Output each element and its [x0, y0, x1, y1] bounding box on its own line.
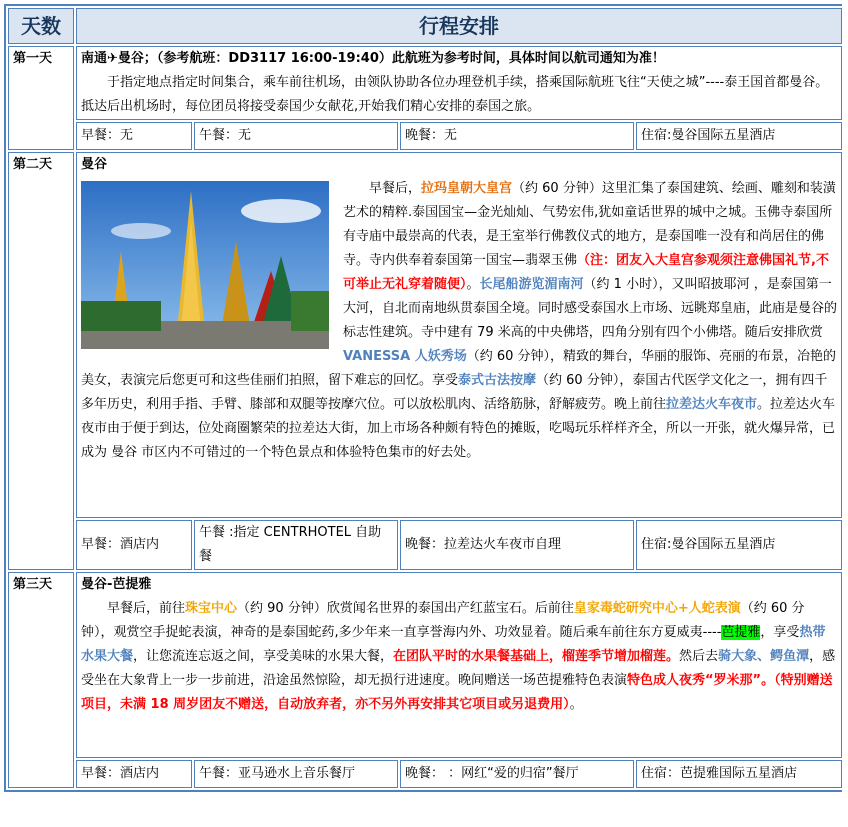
lunch-cell: 午餐 :指定 CENTRHOTEL 自助餐: [194, 520, 398, 570]
text-run: （约 60 分钟），观赏空手捉蛇表演，神奇的是泰国蛇药,多少年来一直享誉海内外、功效显着。随后乘车前往东方夏威夷----: [81, 601, 805, 640]
day-content: [76, 46, 842, 120]
day-row: [8, 46, 842, 120]
dress-code-note: （注：团友入大皇宫参观须注意佛国礼节,不可举止无礼穿着随便）: [343, 253, 829, 292]
day-row: [8, 152, 842, 518]
day-label: 第二天: [8, 152, 74, 570]
text-run: ，让您流连忘返之间，享受美味的水果大餐，: [133, 649, 394, 664]
grand-palace-photo: [81, 181, 329, 349]
attraction-elephant-crocodile: 骑大象、鳄鱼潭: [718, 649, 810, 664]
header-row: [8, 8, 842, 44]
attraction-train-night-market: 拉差达火车夜市: [666, 397, 758, 412]
day-label: 第一天: [8, 46, 74, 150]
hotel-cell: 住宿:曼谷国际五星酒店: [636, 122, 842, 150]
breakfast-cell: 早餐：酒店内: [76, 520, 192, 570]
lunch-cell: 午餐：无: [194, 122, 398, 150]
lunch-cell: 午餐：亚马逊水上音乐餐厅: [194, 760, 398, 788]
highlight-pattaya: 芭提雅: [721, 625, 761, 640]
attraction-thai-massage: 泰式古法按摩: [458, 373, 537, 388]
day-content: [76, 152, 842, 518]
text-run: （约 1 小时），又叫昭披耶河 ，是泰国第一大河，自北而南地纵贯泰国全境。同时感受泰国水上市场、远眺郑皇庙，此庙是曼谷的标志性建筑。寺中建有 79 米高的中央佛塔，四角分别有四个小佛塔。随后安排欣赏: [343, 277, 838, 340]
text-run: （约 60 分钟）这里汇集了泰国建筑、绘画、雕刻和装潢艺术的精粹.泰国国宝—金光灿灿、气势宏伟,犹如童话世界的城中之城。玉佛寺泰国所有寺庙中最崇高的代表，是王室举行佛教仪式的地方，是泰国唯一没有和尚居住的佛寺。寺内供奉着泰国第一国宝—翡翠玉佛: [343, 181, 836, 268]
breakfast-cell: 早餐：酒店内: [76, 760, 192, 788]
text-run: 然后去: [679, 649, 719, 664]
text-run: ，享受: [760, 625, 800, 640]
itinerary-table: [4, 4, 842, 792]
attraction-jewelry-center: 珠宝中心: [185, 601, 238, 616]
breakfast-cell: 早餐：无: [76, 122, 192, 150]
day-description: 于指定地点指定时间集合，乘车前往机场，由领队协助各位办理登机手续，搭乘国际航班飞往“天使之城”----泰王国首都曼谷。抵达后出机场时，每位团员将接受泰国少女献花,开始我们精心安排的泰国之旅。: [81, 75, 829, 114]
text-run: （约 60 分钟），泰国古代医学文化之一，拥有四千多年历史，利用手指、手臂、膝部和双腿等按摩穴位。可以放松肌肉、活络筋脉，舒解疲劳。晚上前往: [81, 373, 828, 412]
attraction-vanessa-show: VANESSA 人妖秀场: [343, 349, 467, 364]
text-run: 。: [466, 277, 480, 292]
attraction-fruit-feast: 热带水果大餐: [81, 625, 826, 664]
attraction-chao-phraya: 长尾船游览湄南河: [479, 277, 584, 292]
route-line: [81, 47, 837, 71]
route-line: 曼谷-芭提雅: [81, 577, 152, 592]
meal-row: [8, 122, 842, 150]
itinerary-page: [4, 4, 842, 827]
text-run: 。拉差达火车夜市由于便于到达，位处商圈繁荣的拉差达大街，加上市场各种颇有特色的摊販，吃喝玩乐样样齐全，所以一开张，就火爆异常，已成为 曼谷 市区内不可错过的一个特色景点和体验特色集市的好去处。: [81, 397, 836, 460]
dinner-cell: 晚餐： ：网红“爱的归宿”餐厅: [400, 760, 634, 788]
hotel-cell: 住宿：芭提雅国际五星酒店: [636, 760, 842, 788]
text-run: 早餐后，: [369, 181, 422, 196]
text-run: ，感受坐在大象背上一步一步前进，沿途虽然惊险，却无损行进速度。晚间赠送一场芭提雅特色表演: [81, 649, 836, 688]
plan-column-header: 行程安排: [76, 8, 842, 44]
text-run: 早餐后，前往: [107, 601, 186, 616]
dinner-cell: 晚餐：无: [400, 122, 634, 150]
text-run: （约 60 分钟），精致的舞台，华丽的服饰、亮丽的布景，冶艳的美女，表演完后您更可和这些佳丽们拍照，留下难忘的回忆。享受: [81, 349, 837, 388]
hotel-cell: 住宿:曼谷国际五星酒店: [636, 520, 842, 570]
day-row: [8, 572, 842, 758]
attraction-grand-palace: 拉玛皇朝大皇宫: [421, 181, 513, 196]
attraction-snake-center: 皇家毒蛇研究中心+人蛇表演: [573, 601, 741, 616]
route-line: 曼谷: [81, 157, 108, 172]
text-run: 。: [569, 697, 583, 712]
durian-note: 在团队平时的水果餐基础上，榴莲季节增加榴莲。: [393, 649, 680, 664]
day-label: 第三天: [8, 572, 74, 788]
route-destination: 曼谷；（参考航班：DD3117 16:00-19:40）此航班为参考时间，具体时间以航司通知为准！: [117, 51, 665, 66]
meal-row: [8, 760, 842, 788]
route-origin: 南通: [81, 51, 108, 66]
day-description: [81, 597, 837, 717]
text-run: （约 90 分钟）欣赏闻名世界的泰国出产红蓝宝石。后前往: [237, 601, 574, 616]
day-content: [76, 572, 842, 758]
plane-icon: ✈: [107, 51, 118, 66]
meal-row: [8, 520, 842, 570]
dinner-cell: 晚餐：拉差达火车夜市自理: [400, 520, 634, 570]
bonus-show-note: 特色成人夜秀“罗米那”。（特别赠送项目，未满 18 周岁团友不赠送，自动放弃者，亦不另外再安排其它项目或另退费用）: [81, 673, 833, 712]
day-column-header: 天数: [8, 8, 74, 44]
